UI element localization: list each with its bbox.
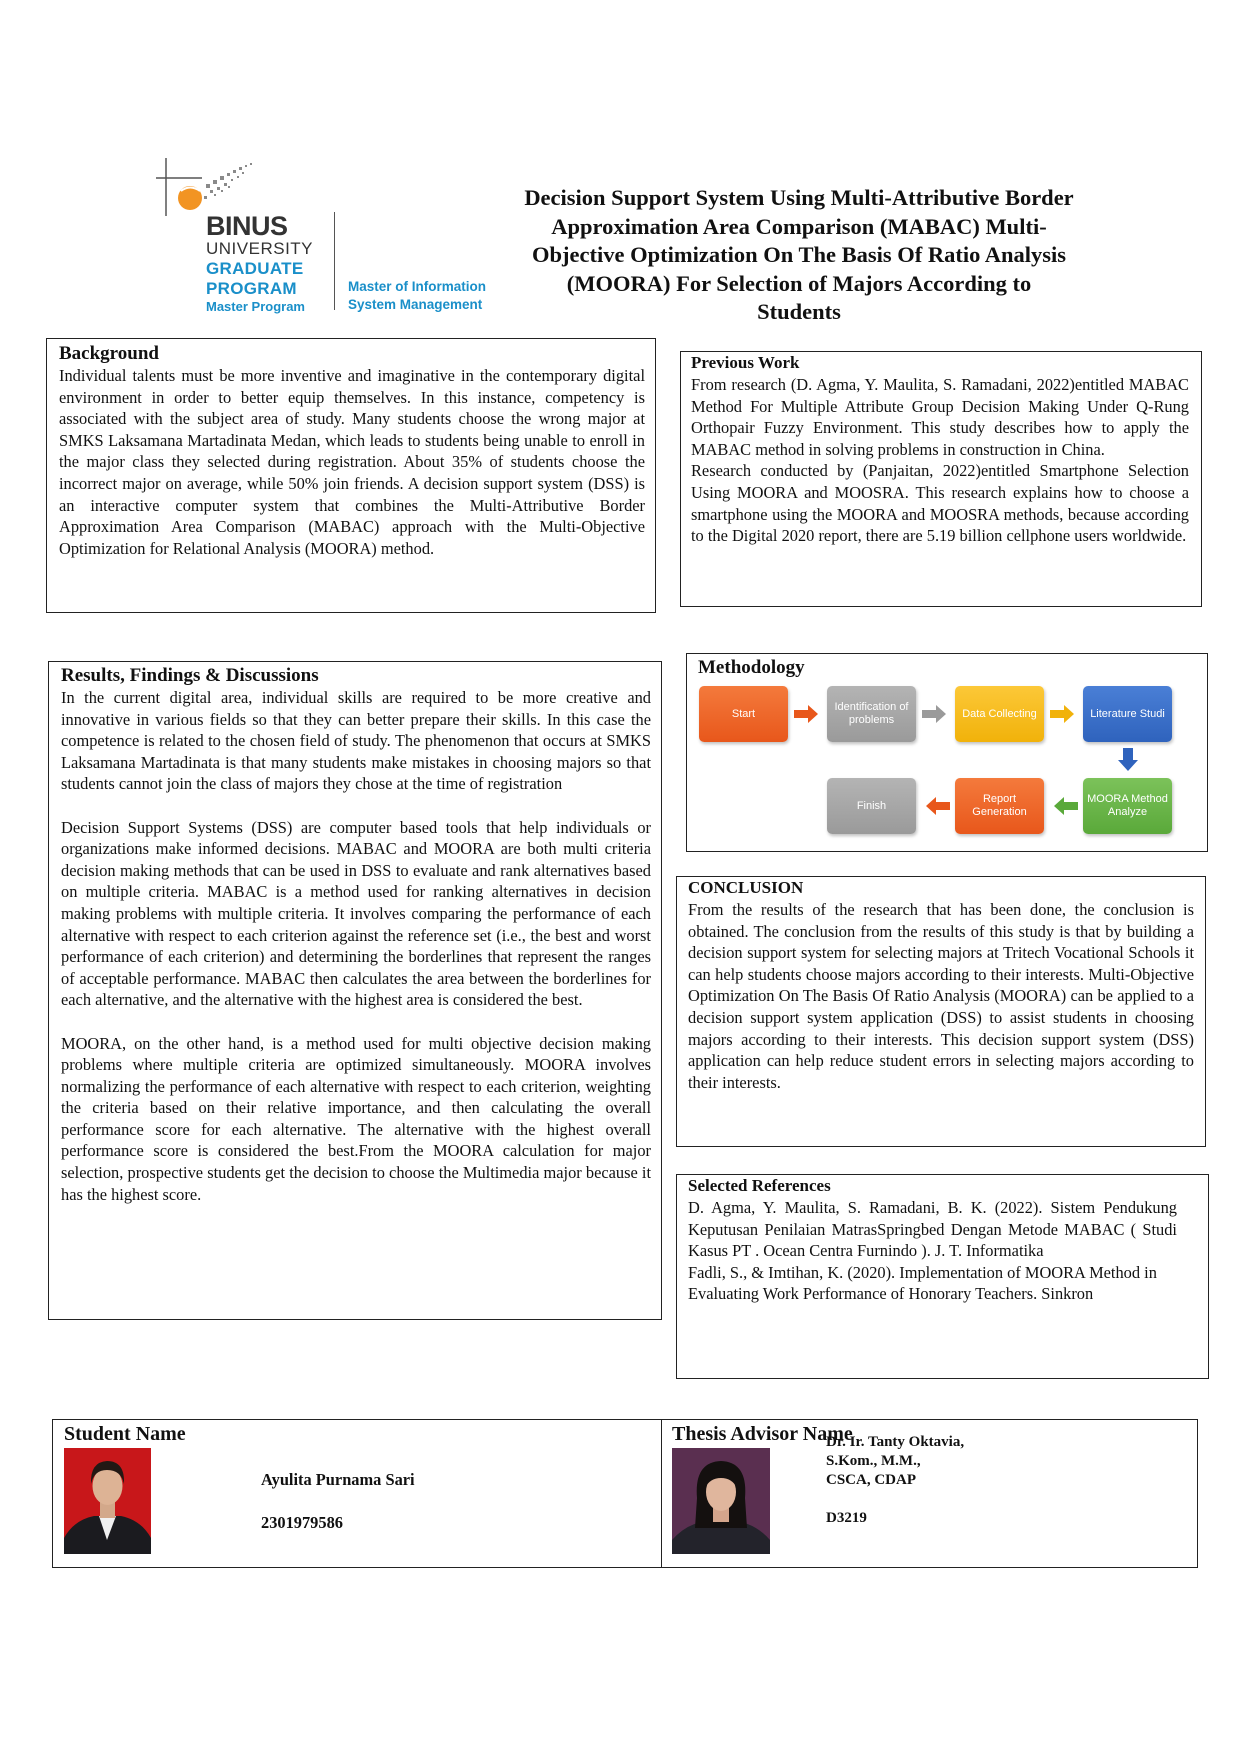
logo-university: UNIVERSITY — [206, 239, 314, 258]
previous-work-text — [691, 374, 1189, 547]
advisor-name-line2: S.Kom., M.M., — [826, 1453, 921, 1469]
reference-item: Fadli, S., & Imtihan, K. (2020). Implementation of MOORA Method in Evaluating Work Performance of Honorary Teachers. Sinkron — [688, 1262, 1157, 1304]
student-id: 2301979586 — [261, 1513, 343, 1532]
results-paragraph: In the current digital area, individual skills are required to be more creative and innovative in various fields so that they can better prepare their skills. In this case the competence is related to the chosen field of study. The phenomenon that occurs at SMKS Laksamana Martadinata is that many students make mistakes in choosing majors so that students cannot join the class of majors they chose at the time of registration — [61, 688, 651, 794]
arrow-down-icon — [1118, 748, 1138, 772]
methodology-section — [686, 653, 1208, 852]
results-paragraph: Decision Support Systems (DSS) are computer based tools that help individuals or organizations make informed decisions. MABAC and MOORA are both multi criteria decision making methods that can be used in DSS to evaluate and rank alternatives based on multiple criteria. MABAC is a method used for ranking alternatives in decision making problems with multiple criteria. It involves comparing the performance of each alternative with respect to each criterion against the reference set (i.e., the best and worst performance of each criterion) and determining the borderlines that represent the ranges of acceptable performance. MABAC then calculates the area between the borderlines for each alternative, and the alternative with the highest area is considered the best. — [61, 817, 651, 1010]
advisor-name-line3: CSCA, CDAP — [826, 1472, 916, 1488]
logo-graduate: GRADUATE — [206, 259, 304, 278]
flow-step-start: Start — [699, 686, 788, 742]
arrow-right-icon — [1050, 705, 1076, 723]
background-heading: Background — [59, 343, 159, 364]
logo-divider — [334, 212, 335, 310]
conclusion-section — [676, 876, 1206, 1147]
arrow-right-icon — [794, 705, 820, 723]
flow-step-finish: Finish — [827, 778, 916, 834]
results-section — [48, 661, 662, 1320]
advisor-id: D3219 — [826, 1510, 867, 1526]
references-heading: Selected References — [688, 1176, 831, 1195]
reference-item: D. Agma, Y. Maulita, S. Ramadani, B. K. (2022). Sistem Pendukung Keputusan Penilaian MatrasSpringbed Dengan Metode MABAC ( Studi Kasus PT . Ocean Centra Furnindo ). J. T. Informatika — [688, 1198, 1177, 1261]
advisor-name-line1: Dr. Ir. Tanty Oktavia, — [826, 1434, 965, 1450]
binus-logo-mark — [156, 158, 276, 216]
arrow-right-icon — [922, 705, 948, 723]
flow-step-literature: Literature Studi — [1083, 686, 1172, 742]
advisor-heading: Thesis Advisor Name — [672, 1423, 853, 1445]
previous-work-paragraph: Research conducted by (Panjaitan, 2022)entitled Smartphone Selection Using MOORA and MOOSRA. This research explains how to choose a smartphone using the MOORA and MOOSRA methods, because according to the Digital 2020 report, there are 5.19 billion cellphone users worldwide. — [691, 461, 1189, 546]
author-panel-divider — [661, 1420, 662, 1567]
logo-master-program: Master Program — [206, 299, 305, 314]
student-photo — [64, 1448, 151, 1554]
logo-program: PROGRAM — [206, 279, 297, 298]
results-text — [61, 687, 651, 1205]
flow-step-identification: Identification of problems — [827, 686, 916, 742]
flow-step-moora-analyze: MOORA Method Analyze — [1083, 778, 1172, 834]
methodology-heading: Methodology — [698, 657, 805, 678]
logo-brand: BINUS — [206, 211, 288, 241]
background-text: Individual talents must be more inventive and imaginative in the contemporary digital environment in order to better equip themselves. In this instance, competency is associated with the subject area of study. Many students choose the wrong major at SMKS Laksamana Martadinata Medan, which leads to students being unable to enroll in the major class they selected during registration. About 35% of students choose the incorrect major on average, while 50% join friends. A decision support system (DSS) is an interactive computer system that combines the Multi-Attributive Border Approximation Area Comparison (MABAC) approach with the Multi-Objective Optimization for Relational Analysis (MOORA) method. — [59, 366, 645, 558]
logo-mis-line2: System Management — [348, 297, 483, 312]
previous-work-heading: Previous Work — [691, 353, 800, 372]
advisor-photo — [672, 1448, 770, 1554]
results-paragraph: MOORA, on the other hand, is a method used for multi objective decision making problems where multiple criteria are optimized simultaneously. MOORA involves normalizing the performance of each alternative with respect to each criterion, weighting the criteria based on their relative importance, and then calculating the overall performance score for each alternative. The alternative with the highest overall performance score is considered the best.From the MOORA calculation for major selection, prospective students get the decision to choose the Multimedia major because it has the highest score. — [61, 1033, 651, 1204]
arrow-left-icon — [1052, 797, 1078, 815]
student-name: Ayulita Purnama Sari — [261, 1470, 415, 1489]
logo-mis-line1: Master of Information — [348, 279, 487, 294]
previous-work-section — [680, 351, 1202, 607]
references-list — [688, 1197, 1177, 1305]
poster-title: Decision Support System Using Multi-Attributive Border Approximation Area Comparison (MABAC) Multi-Objective Optimization On The Basis Of Ratio Analysis (MOORA) For Selection of Majors According to Students — [524, 185, 1074, 324]
student-heading: Student Name — [64, 1423, 186, 1445]
conclusion-text: From the results of the research that has been done, the conclusion is obtained. The conclusion from the results of this study is that by building a decision support system for selecting majors at Tritech Vocational Schools it can help students choose majors according to their interests. Multi-Objective Optimization On The Basis Of Ratio Analysis (MOORA) can be applied to a decision support system application (DSS) to assist students in choosing majors according to their interests. This decision support system (DSS) application can help reduce student errors in selecting majors according to their interests. — [688, 900, 1194, 1092]
author-panel — [52, 1419, 1198, 1568]
previous-work-paragraph: From research (D. Agma, Y. Maulita, S. Ramadani, 2022)entitled MABAC Method For Multiple Attribute Group Decision Making Under Q-Rung Orthopair Fuzzy Environment. This study describes how to apply the MABAC method in solving problems in construction in China. — [691, 375, 1189, 459]
flow-step-report-generation: Report Generation — [955, 778, 1044, 834]
references-section — [676, 1174, 1209, 1379]
arrow-left-icon — [924, 797, 950, 815]
flow-step-data-collecting: Data Collecting — [955, 686, 1044, 742]
conclusion-heading: CONCLUSION — [688, 878, 804, 897]
background-section — [46, 338, 656, 613]
results-heading: Results, Findings & Discussions — [61, 665, 319, 686]
